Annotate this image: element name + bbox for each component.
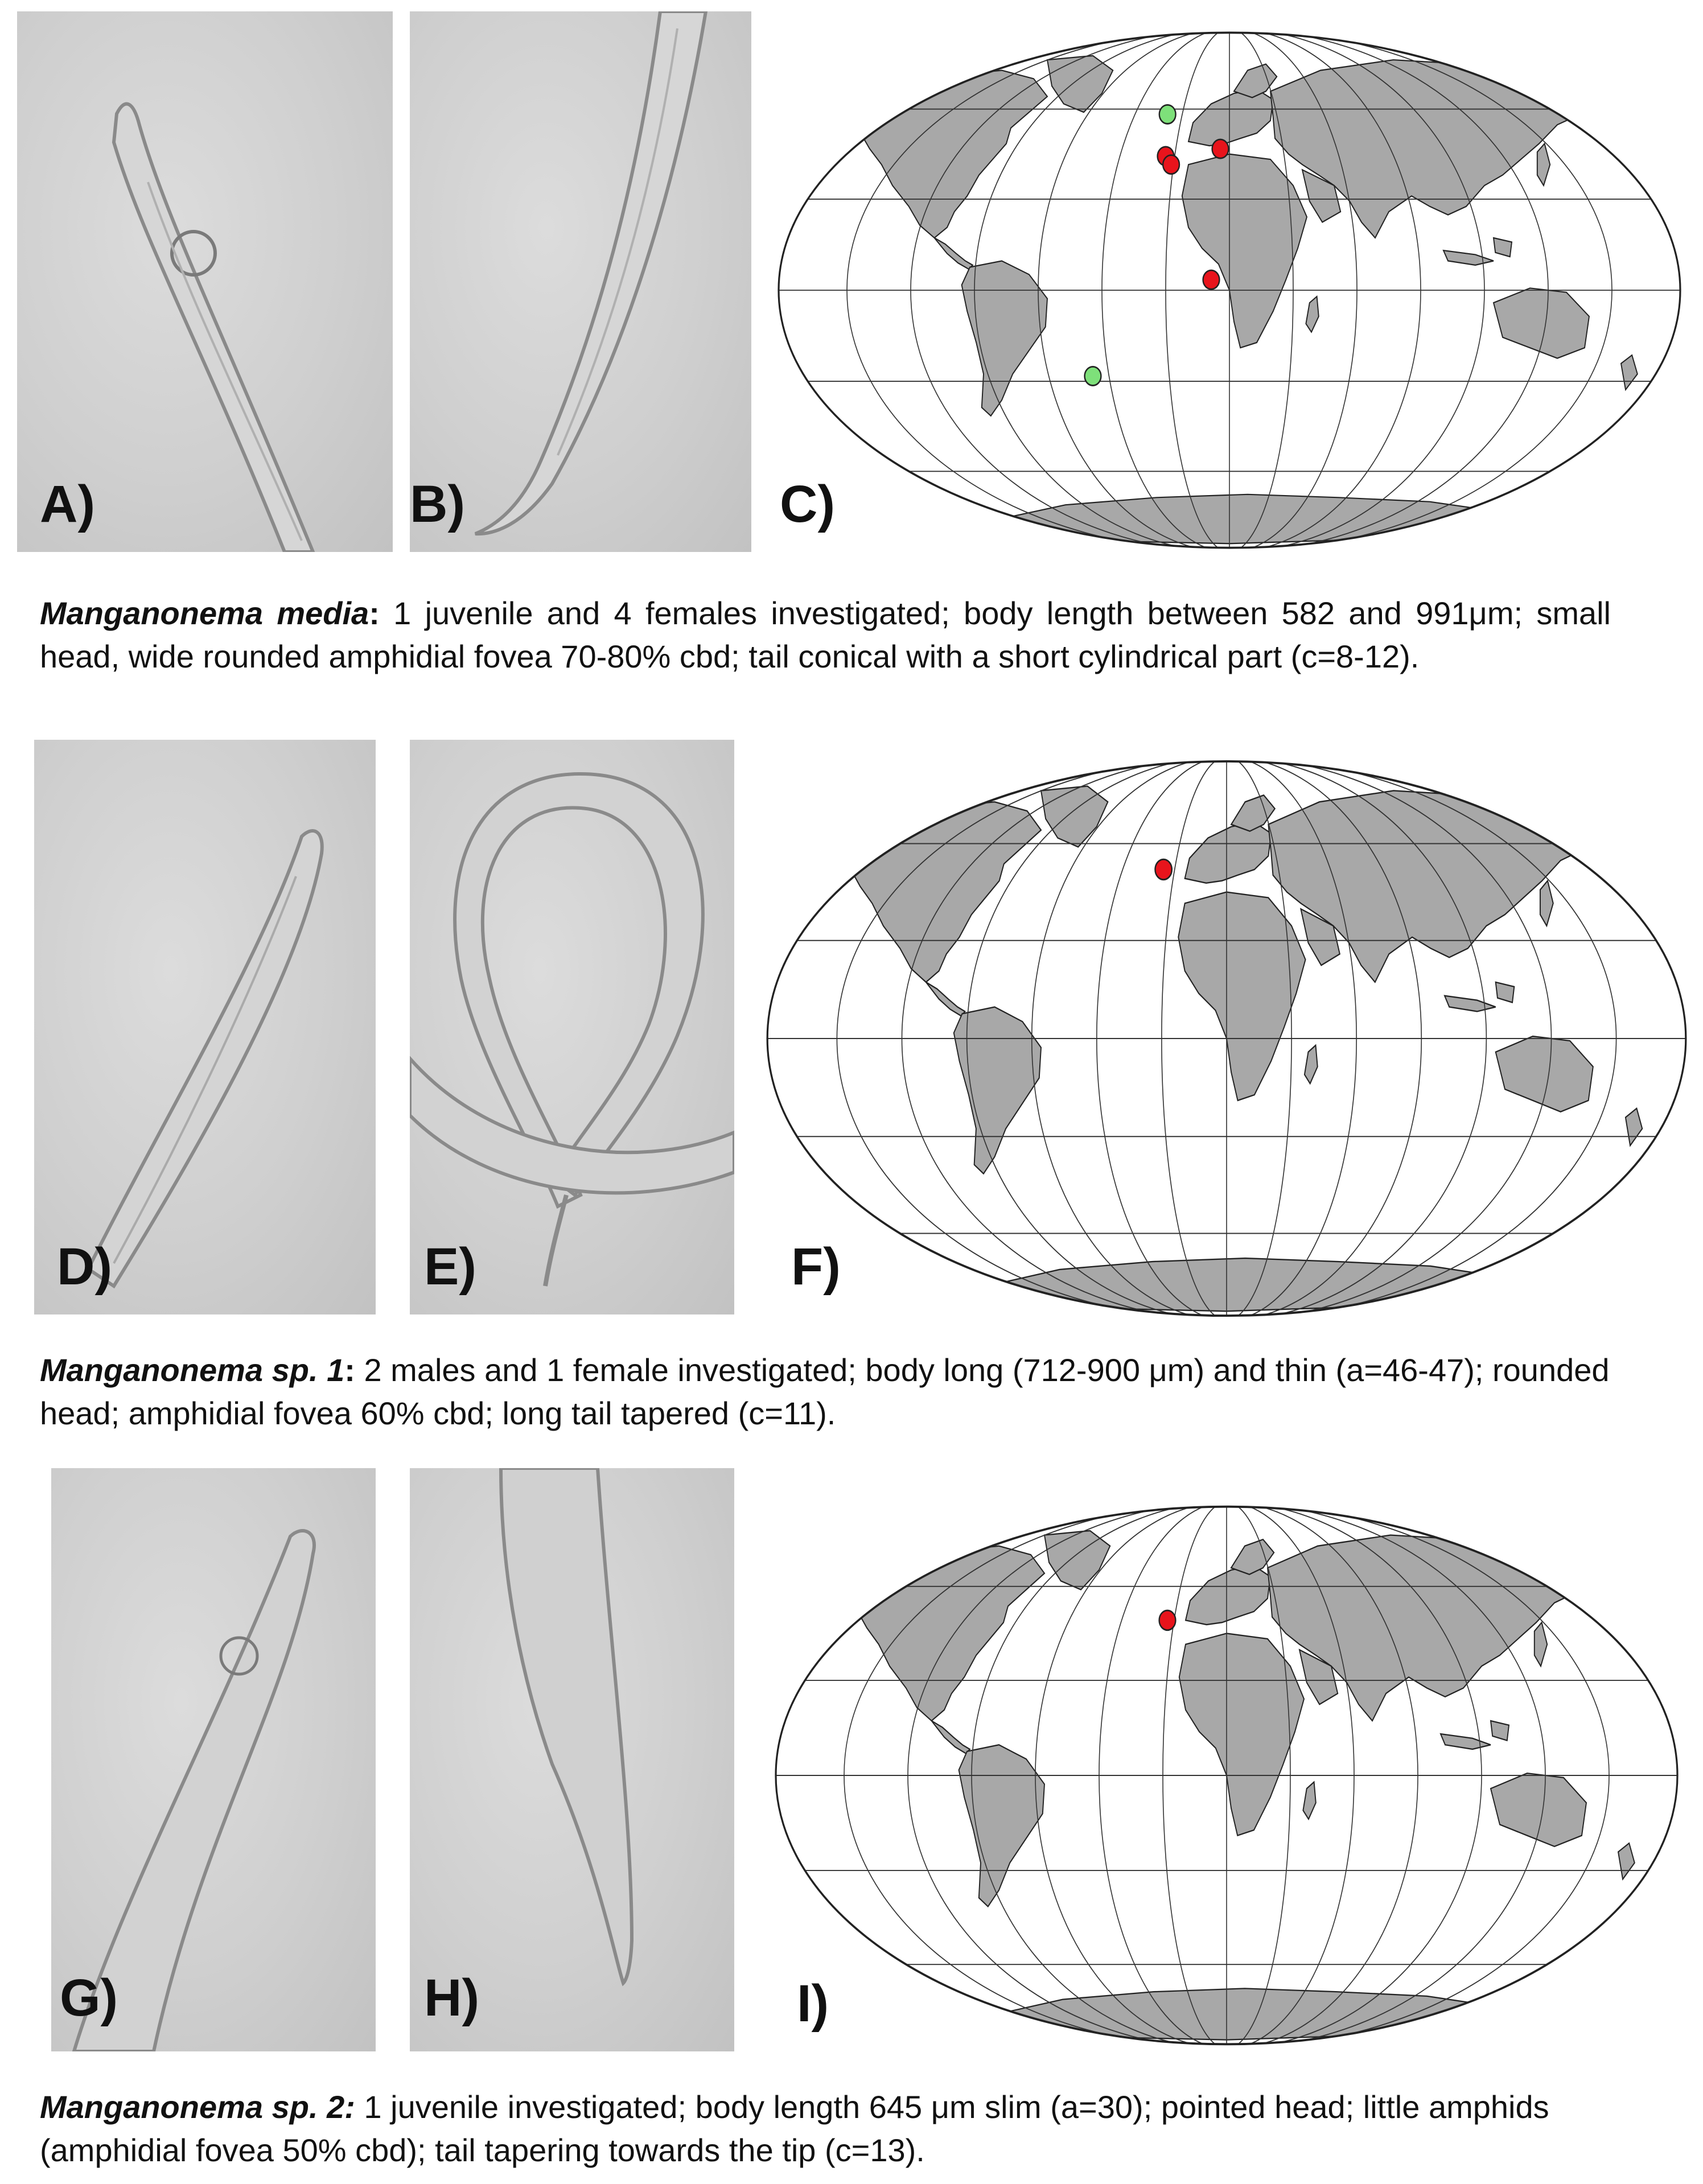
species-name: Manganonema media xyxy=(40,595,369,631)
caption-text: 1 juvenile investigated; body length 645 μm slim (a=30); pointed head; little amphids (amphidial fovea 50% cbd); tail tapering towards the tip (c=13). xyxy=(40,2089,1549,2168)
caption-manganonema-sp1 xyxy=(40,1349,1611,1435)
panel-f-world-map xyxy=(763,757,1690,1320)
nematode-tail-image xyxy=(410,1468,734,2051)
nematode-body-image xyxy=(34,740,376,1314)
species-name: Manganonema sp. 2: xyxy=(40,2089,355,2125)
nematode-tail-image xyxy=(410,11,751,552)
panel-c-world-map xyxy=(774,28,1685,552)
caption-colon: : xyxy=(369,595,380,631)
panel-g-micrograph xyxy=(51,1468,376,2051)
panel-a-micrograph xyxy=(17,11,393,552)
caption-text: 1 juvenile and 4 females investigated; body length between 582 and 991μm; small head, wide rounded amphidial fovea 70-80% cbd; tail conical with a short cylindrical part (c=8-12). xyxy=(40,595,1611,674)
map-c-marker-green xyxy=(1159,105,1176,123)
panel-label-d: D) xyxy=(57,1238,113,1296)
caption-manganonema-media xyxy=(40,592,1611,678)
panel-label-h: H) xyxy=(424,1969,480,2027)
map-f-marker-red xyxy=(1155,859,1171,880)
nematode-coiled-image xyxy=(410,740,734,1314)
nematode-head-image xyxy=(17,11,393,552)
world-map-i xyxy=(771,1502,1682,2049)
map-c-marker-red xyxy=(1212,139,1229,158)
map-i-marker-red xyxy=(1159,1610,1176,1630)
caption-colon: : xyxy=(344,1352,355,1388)
panel-label-f: F) xyxy=(791,1238,841,1296)
panel-label-g: G) xyxy=(60,1969,118,2027)
panel-label-e: E) xyxy=(424,1238,476,1296)
panel-i-world-map xyxy=(771,1502,1682,2049)
panel-h-micrograph xyxy=(410,1468,734,2051)
panel-label-b: B) xyxy=(410,475,466,533)
panel-label-i: I) xyxy=(797,1975,829,2033)
nematode-head-image xyxy=(51,1468,376,2051)
panel-b-micrograph xyxy=(410,11,751,552)
caption-manganonema-sp2 xyxy=(40,2086,1611,2172)
map-c-marker-red xyxy=(1203,270,1220,289)
world-map-f xyxy=(763,757,1690,1320)
map-c-marker-red xyxy=(1163,155,1179,174)
world-map-c xyxy=(774,28,1685,552)
panel-label-c: C) xyxy=(780,475,836,533)
map-c-marker-green xyxy=(1085,366,1101,385)
panel-label-a: A) xyxy=(40,475,96,533)
species-name: Manganonema sp. 1 xyxy=(40,1352,345,1388)
caption-text: 2 males and 1 female investigated; body long (712-900 μm) and thin (a=46-47); rounded head; amphidial fovea 60% cbd; long tail tapered (c=11). xyxy=(40,1352,1610,1431)
panel-d-micrograph xyxy=(34,740,376,1314)
panel-e-micrograph xyxy=(410,740,734,1314)
